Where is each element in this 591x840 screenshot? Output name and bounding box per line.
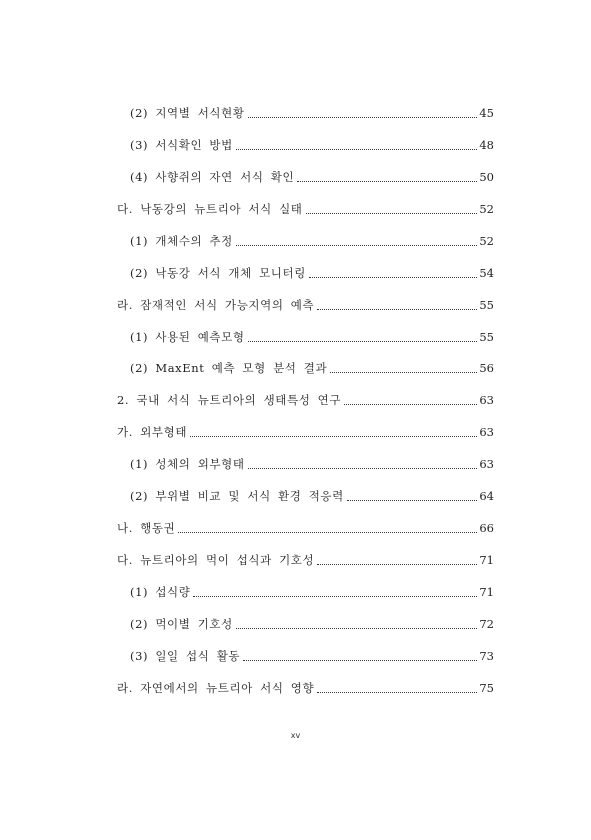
dot-leader (236, 628, 478, 629)
toc-entry-food-preference[interactable] (130, 614, 494, 634)
toc-entry-label: (1) 섭식량 (130, 585, 191, 599)
toc-entry-page: 52 (479, 202, 494, 216)
toc-entry-label: 라. 자연에서의 뉴트리아 서식 영향 (117, 681, 315, 695)
toc-entry-label: (2) 지역별 서식현황 (130, 106, 245, 120)
toc-entry-page: 64 (479, 489, 494, 503)
toc-entry-label: (2) MaxEnt 예측 모형 분석 결과 (130, 361, 328, 375)
toc-entry-page: 75 (479, 681, 494, 695)
dot-leader (317, 309, 477, 310)
dot-leader (193, 596, 477, 597)
toc-entry-page: 71 (479, 553, 494, 567)
dot-leader (248, 117, 478, 118)
toc-entry-external-morphology[interactable] (117, 422, 494, 442)
toc-entry-body-part-comparison[interactable] (130, 486, 494, 506)
toc-entry-label: 2. 국내 서식 뉴트리아의 생태특성 연구 (117, 393, 342, 407)
toc-entry-label: 다. 뉴트리아의 먹이 섭식과 기호성 (117, 553, 315, 567)
dot-leader (306, 213, 478, 214)
toc-entry-label: (1) 성체의 외부형태 (130, 457, 245, 471)
toc-entry-page: 66 (479, 521, 494, 535)
dot-leader (178, 532, 477, 533)
toc-entry-label: (3) 서식확인 방법 (130, 138, 233, 152)
toc-entry-feeding-preference[interactable] (117, 550, 494, 570)
dot-leader (236, 245, 478, 246)
toc-entry-potential-habitat-prediction[interactable] (117, 295, 494, 315)
toc-entry-label: (3) 일일 섭식 활동 (130, 649, 241, 663)
toc-entry-label: 나. 행동권 (117, 521, 176, 535)
toc-entry-label: (1) 개체수의 추정 (130, 234, 233, 248)
toc-entry-page: 48 (479, 138, 494, 152)
dot-leader (317, 564, 477, 565)
dot-leader (330, 372, 477, 373)
toc-entry-page: 71 (479, 585, 494, 599)
toc-entry-label: 라. 잠재적인 서식 가능지역의 예측 (117, 298, 315, 312)
toc-entry-page: 50 (479, 170, 494, 184)
page-number: xv (290, 731, 301, 740)
dot-leader (243, 660, 477, 661)
toc-entry-adult-morphology[interactable] (130, 454, 494, 474)
toc-entry-muskrat-habitat-confirmation[interactable] (130, 167, 494, 187)
toc-entry-intake-amount[interactable] (130, 582, 494, 602)
toc-entry-page: 45 (479, 106, 494, 120)
dot-leader (309, 277, 477, 278)
dot-leader (297, 181, 477, 182)
toc-entry-label: (2) 부위별 비교 및 서식 환경 적응력 (130, 489, 344, 503)
dot-leader (344, 404, 477, 405)
dot-leader (248, 468, 478, 469)
toc-entry-label: (1) 사용된 예측모형 (130, 330, 245, 344)
toc-entry-population-estimate[interactable] (130, 231, 494, 251)
toc-entry-page: 63 (479, 457, 494, 471)
toc-entry-label: 다. 낙동강의 뉴트리아 서식 실태 (117, 202, 303, 216)
toc-entry-page: 55 (479, 298, 494, 312)
toc-entry-prediction-model-used[interactable] (130, 327, 494, 347)
toc-entry-maxent-results[interactable] (130, 358, 494, 378)
toc-entry-page: 73 (479, 649, 494, 663)
toc-entry-label: 가. 외부형태 (117, 425, 188, 439)
toc-entry-page: 72 (479, 617, 494, 631)
toc-entry-habitat-confirmation-method[interactable] (130, 135, 494, 155)
toc-entry-label: (2) 낙동강 서식 개체 모니터링 (130, 266, 306, 280)
dot-leader (190, 436, 477, 437)
dot-leader (347, 500, 478, 501)
toc-entry-home-range[interactable] (117, 518, 494, 538)
toc-entry-local-habitat-status[interactable] (130, 103, 494, 123)
dot-leader (236, 149, 478, 150)
toc-entry-page: 56 (479, 361, 494, 375)
dot-leader (248, 341, 478, 342)
dot-leader (317, 692, 477, 693)
toc-entry-daily-feeding-activity[interactable] (130, 646, 494, 666)
toc-entry-page: 63 (479, 393, 494, 407)
toc-entry-page: 54 (479, 266, 494, 280)
toc-entry-page: 55 (479, 330, 494, 344)
toc-entry-page: 52 (479, 234, 494, 248)
toc-entry-label: (2) 먹이별 기호성 (130, 617, 233, 631)
toc-entry-nakdong-nutria-habitat[interactable] (117, 199, 494, 219)
toc-entry-habitat-impact[interactable] (117, 678, 494, 698)
toc-entry-page: 63 (479, 425, 494, 439)
toc-entry-ecology-study[interactable] (117, 390, 494, 410)
toc-entry-nakdong-monitoring[interactable] (130, 263, 494, 283)
toc-entry-label: (4) 사향쥐의 자연 서식 확인 (130, 170, 295, 184)
